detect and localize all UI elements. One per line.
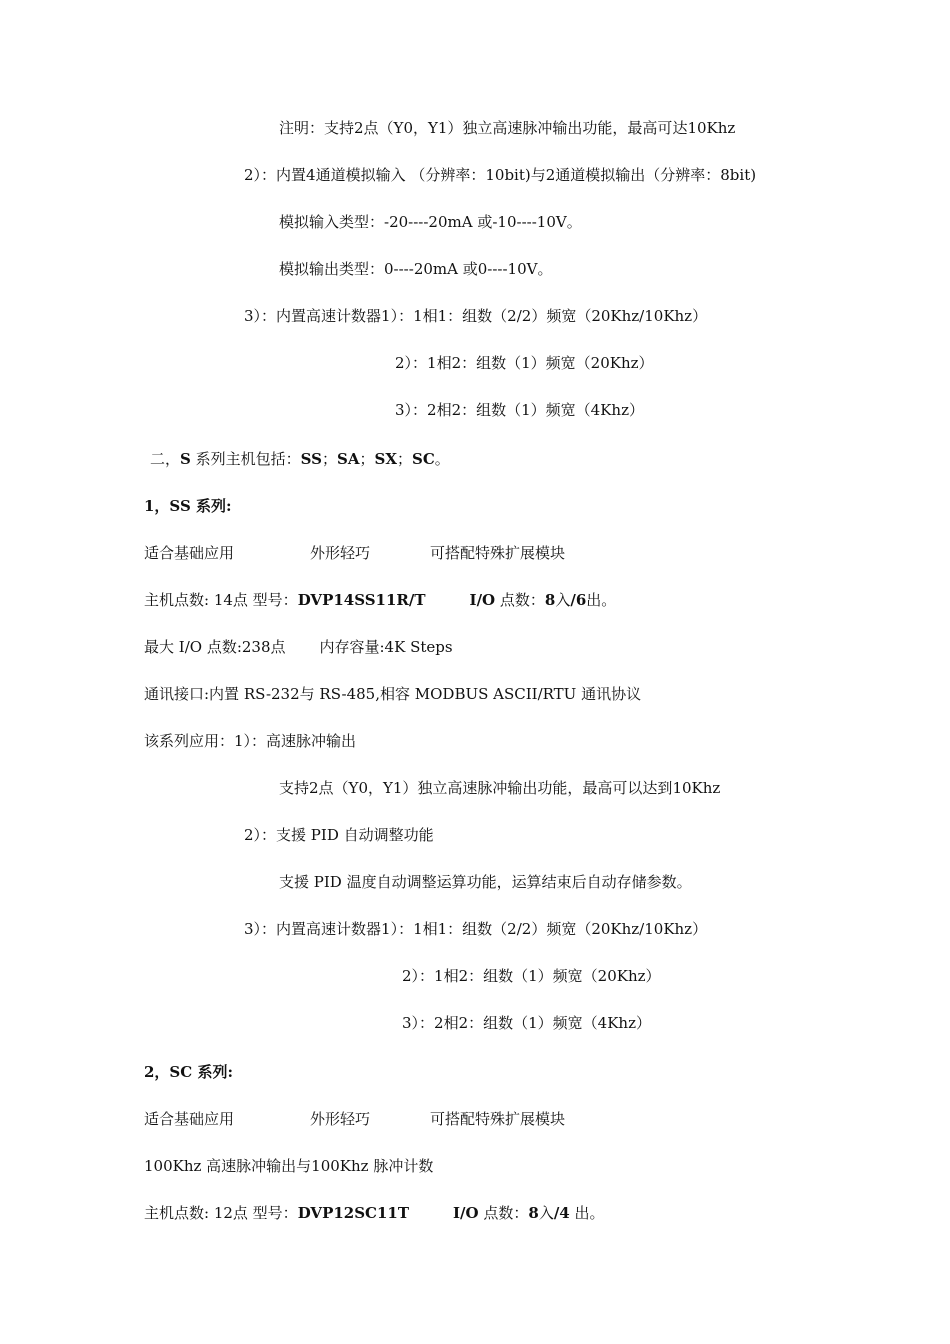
sc-features xyxy=(144,1109,565,1129)
memory-capacity: 内存容量:4K Steps xyxy=(319,638,453,656)
ss-counter-line-3: 3）：2相2：组数（1）频宽（4Khz） xyxy=(402,1014,651,1032)
ss-application-heading: 该系列应用：1）：高速脉冲输出 xyxy=(144,732,357,750)
io-outputs: /4 xyxy=(553,1204,570,1222)
heading-end: 。 xyxy=(434,450,450,468)
feature-compact: 外形轻巧 xyxy=(310,1110,371,1128)
feature-basic: 适合基础应用 xyxy=(144,544,235,562)
io-outputs: /6 xyxy=(570,591,587,609)
ss-heading-text: 系列: xyxy=(190,497,232,515)
host-points-label: 主机点数: 14点 型号： xyxy=(144,591,298,609)
io-outputs-unit: 出。 xyxy=(569,1204,605,1222)
ss-max-io xyxy=(144,637,453,657)
ss-counter-line-2: 2）：1相2：组数（1）频宽（20Khz） xyxy=(402,967,661,985)
series-sa: SA xyxy=(337,450,360,468)
analog-input-type: 模拟输入类型：-20----20mA 或-10----10V。 xyxy=(279,213,582,231)
series-sx: SX xyxy=(374,450,397,468)
io-points-label: 点数： xyxy=(495,591,545,609)
feature-expansion: 可搭配特殊扩展模块 xyxy=(430,1110,566,1128)
ss-series-heading xyxy=(144,496,232,516)
analog-output-type: 模拟输出类型：0----20mA 或0----10V。 xyxy=(279,260,553,278)
separator: ； xyxy=(321,450,337,468)
ss-comm-interface: 通讯接口:内置 RS-232与 RS-485,相容 MODBUS ASCII/RTU 通讯协议 xyxy=(144,685,642,703)
note-line: 注明：支持2点（Y0，Y1）独立高速脉冲输出功能，最高可达10Khz xyxy=(279,119,736,137)
io-inputs-unit: 入 xyxy=(555,591,571,609)
model-number: DVP12SC11T xyxy=(297,1204,410,1222)
io-inputs: 8 xyxy=(544,591,556,609)
io-label: I/O xyxy=(453,1204,479,1222)
max-io-points: 最大 I/O 点数:238点 xyxy=(144,638,286,656)
model-number: DVP14SS11R/T xyxy=(297,591,426,609)
io-label: I/O xyxy=(469,591,496,609)
series-s: S xyxy=(180,450,191,468)
ss-pulse-output: 支持2点（Y0，Y1）独立高速脉冲输出功能，最高可以达到10Khz xyxy=(279,779,721,797)
counter-line-3: 3）：2相2：组数（1）频宽（4Khz） xyxy=(395,401,644,419)
sc-host-points xyxy=(144,1203,605,1223)
ss-host-points xyxy=(144,590,616,610)
ss-counter-line-1: 3）：内置高速计数器1）：1相1：组数（2/2）频宽（20Khz/10Khz） xyxy=(244,920,708,938)
feature-expansion: 可搭配特殊扩展模块 xyxy=(430,544,566,562)
io-outputs-unit: 出。 xyxy=(586,591,617,609)
analog-io-line: 2）：内置4通道模拟输入 （分辨率：10bit)与2通道模拟输出（分辨率：8bit) xyxy=(244,166,757,184)
ss-heading-number: 1，SS xyxy=(144,497,191,515)
ss-pid-description: 支援 PID 温度自动调整运算功能，运算结束后自动存储参数。 xyxy=(279,873,692,891)
feature-compact: 外形轻巧 xyxy=(310,544,371,562)
feature-basic: 适合基础应用 xyxy=(144,1110,235,1128)
host-points-label: 主机点数: 12点 型号： xyxy=(144,1204,298,1222)
ss-pid-heading: 2）：支援 PID 自动调整功能 xyxy=(244,826,434,844)
io-inputs: 8 xyxy=(528,1204,539,1222)
sc-pulse-features: 100Khz 高速脉冲输出与100Khz 脉冲计数 xyxy=(144,1157,434,1175)
heading-prefix: 二， xyxy=(150,450,181,468)
section-heading-s-series xyxy=(150,449,450,469)
sc-heading-text: 系列: xyxy=(192,1063,233,1081)
series-sc: SC xyxy=(412,450,435,468)
counter-line-1: 3）：内置高速计数器1）：1相1：组数（2/2）频宽（20Khz/10Khz） xyxy=(244,307,708,325)
series-ss: SS xyxy=(300,450,322,468)
io-points-label: 点数： xyxy=(478,1204,529,1222)
heading-text: 系列主机包括： xyxy=(190,450,301,468)
sc-series-heading xyxy=(144,1062,233,1082)
separator: ； xyxy=(396,450,412,468)
ss-features xyxy=(144,543,565,563)
sc-heading-number: 2，SC xyxy=(144,1063,193,1081)
separator: ； xyxy=(359,450,375,468)
io-inputs-unit: 入 xyxy=(538,1204,554,1222)
counter-line-2: 2）：1相2：组数（1）频宽（20Khz） xyxy=(395,354,654,372)
